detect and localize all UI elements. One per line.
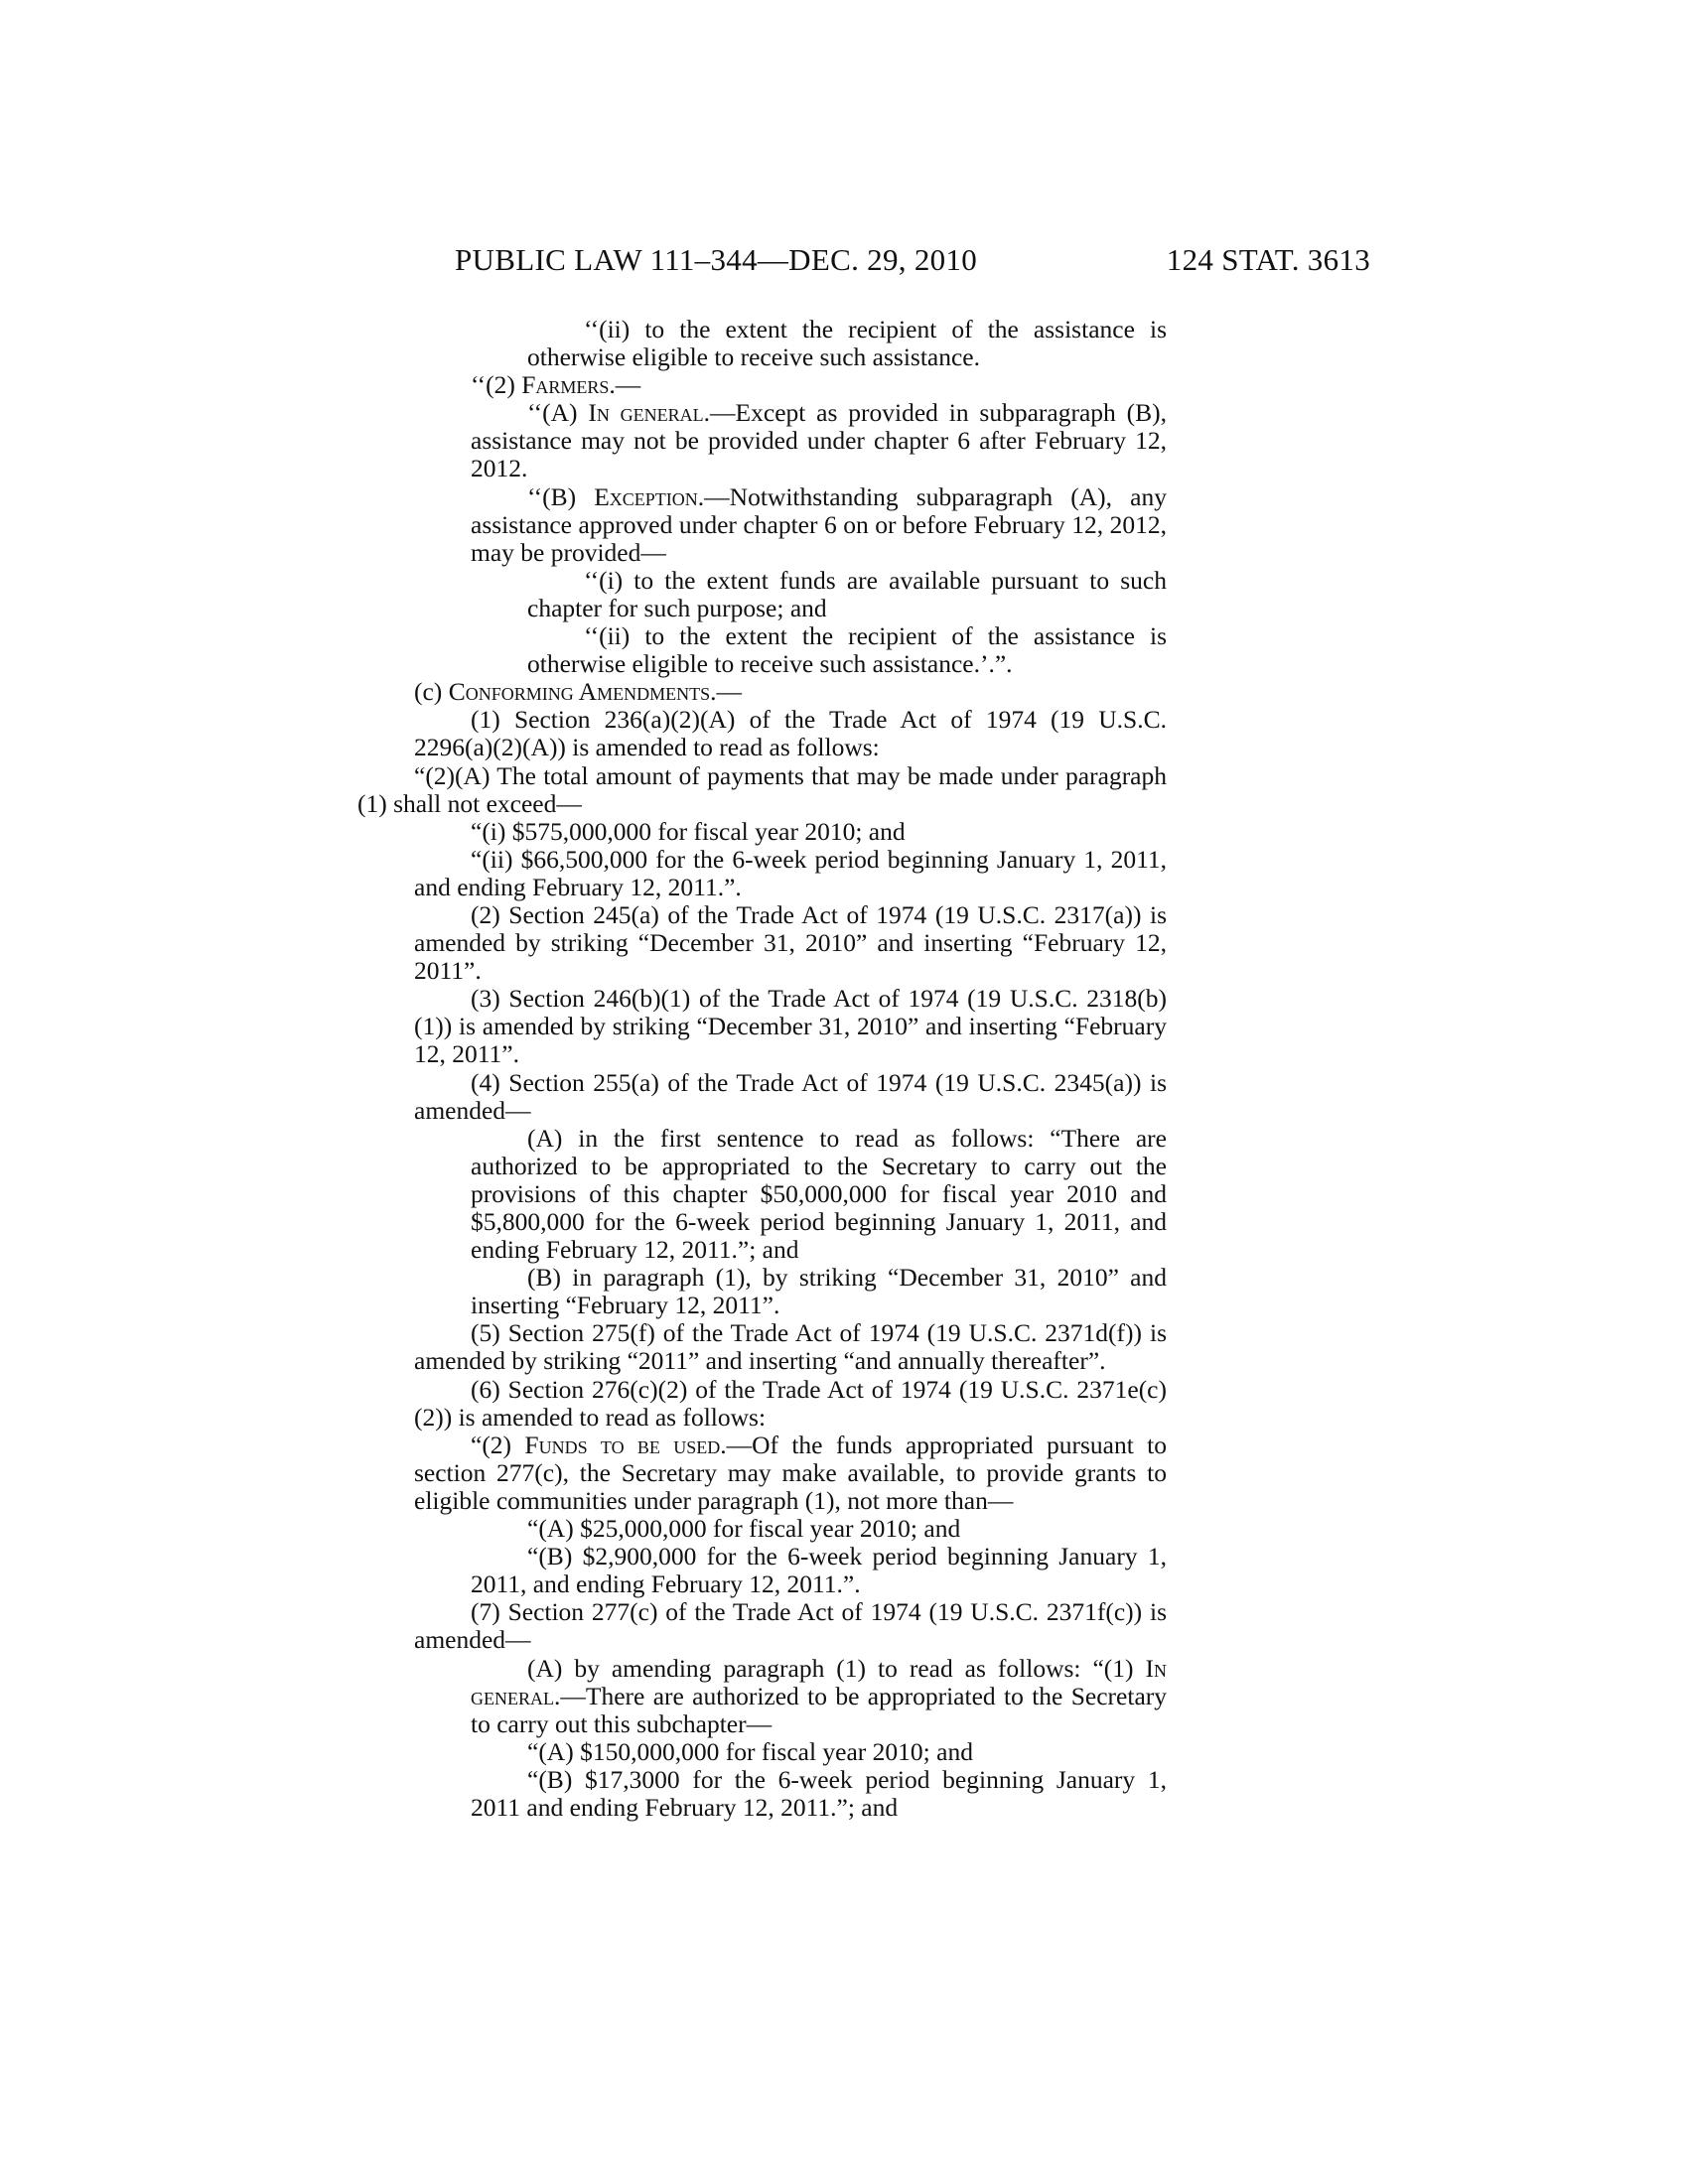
heading-conforming-amendments: Conforming Amendments.— [448,677,742,707]
quoted-7-b: “(B) $17,3000 for the 6-week period beginning January 1, 2011 and ending February 12, 2011.”; and [471,1764,1167,1822]
amendment-6: (6) Section 276(c)(2) of the Trade Act of 1974 (19 U.S.C. 2371e(c)(2)) is amended to read as follows: [414,1374,1167,1432]
heading-funds-to-be-used: Funds to be used. [524,1430,727,1459]
subsection-c-conforming-amendments [357,678,1167,706]
quoted-7-a: “(A) $150,000,000 for fiscal year 2010; and [527,1736,973,1766]
clause-i: ‘‘(i) to the extent funds are available pursuant to such chapter for such purpose; and [527,565,1167,622]
funds-to-be-used-text: —Of the funds appropriated pursuant to section 277(c), the Secretary may make available, to provide grants to eligible communities under paragraph (1), not more than— [414,1430,1167,1515]
amendment-2: (2) Section 245(a) of the Trade Act of 1974 (19 U.S.C. 2317(a)) is amended by striking “December 31, 2010” and inserting “February 12, 2011”. [414,899,1167,986]
amendment-4: (4) Section 255(a) of the Trade Act of 1974 (19 U.S.C. 2345(a)) is amended— [414,1067,1167,1125]
heading-farmers: Farmers.— [521,370,641,400]
amendment-7-a-rest: —There are authorized to be appropriated to the Secretary to carry out this subchapter— [471,1681,1167,1738]
subsection-c-label: (c) [414,677,449,707]
amendment-4-a: (A) in the first sentence to read as follows: “There are authorized to be appropriated to the Secretary to carry out the provisions of this chapter $50,000,000 for fiscal year 2010 and $5,800,000 for the 6-week period beginning January 1, 2011, and ending February 12, 2011.”; and [471,1123,1167,1265]
amendment-1: (1) Section 236(a)(2)(A) of the Trade Act of 1974 (19 U.S.C. 2296(a)(2)(A)) is amended to read as follows: [414,705,1167,762]
page-header [455,242,1370,282]
quoted-2-a: “(2)(A) The total amount of payments that may be made under paragraph (1) shall not exceed— [357,760,1167,818]
subparagraph-b-exception [357,483,1167,567]
subparagraph-a-in-general [357,399,1167,482]
clause-ii-top: ‘‘(ii) to the extent the recipient of the assistance is otherwise eligible to receive such assistance. [527,315,1167,372]
page-citation: 124 STAT. 3613 [1166,242,1370,277]
amendment-3: (3) Section 246(b)(1) of the Trade Act of 1974 (19 U.S.C. 2318(b)(1)) is amended by striking “December 31, 2010” and inserting “February 12, 2011”. [414,984,1167,1069]
amendment-5: (5) Section 275(f) of the Trade Act of 1974 (19 U.S.C. 2371d(f)) is amended by striking “2011” and inserting “and annually thereafter”. [414,1318,1167,1376]
amendment-4-b: (B) in paragraph (1), by striking “December 31, 2010” and inserting “February 12, 2011”. [471,1263,1167,1320]
amendment-7-a-text: (A) by amending paragraph (1) to read as follows: “(1) [527,1653,1146,1683]
quote-open: ‘‘(2) [471,370,522,400]
paragraph-2-farmers [357,371,1167,399]
amendment-7: (7) Section 277(c) of the Trade Act of 1974 (19 U.S.C. 2371f(c)) is amended— [414,1597,1167,1655]
heading-exception: Exception. [594,481,705,511]
amendment-7-a [357,1655,1167,1738]
heading-in-general-2: In general. [471,1653,1167,1710]
quoted-funds-a: “(A) $25,000,000 for fiscal year 2010; and [527,1514,961,1544]
subparagraph-b-text: —Notwithstanding subparagraph (A), any assistance approved under chapter 6 on or before February 12, 2012, may be provided— [471,481,1167,567]
quoted-clause-ii: “(ii) $66,500,000 for the 6-week period beginning January 1, 2011, and ending February 12, 2011.”. [414,844,1167,901]
statute-body [357,316,1167,1822]
quoted-2-funds-to-be-used [357,1432,1167,1515]
running-head: PUBLIC LAW 111–344—DEC. 29, 2010 [455,242,978,277]
quote-open: ‘‘(B) [527,481,595,511]
quote-open: ‘‘(A) [527,398,589,428]
quoted-clause-i: “(i) $575,000,000 for fiscal year 2010; and [471,816,906,846]
subparagraph-a-text: —Except as provided in subparagraph (B), assistance may not be provided under chapter 6 after February 12, 2012. [471,398,1168,483]
heading-in-general: In general. [588,398,711,428]
quoted-funds-b: “(B) $2,900,000 for the 6-week period beginning January 1, 2011, and ending February 12, 2011.”. [471,1542,1167,1599]
quote-open: “(2) [471,1430,525,1459]
clause-ii: ‘‘(ii) to the extent the recipient of the assistance is otherwise eligible to receive such assistance.’.”. [527,621,1167,679]
